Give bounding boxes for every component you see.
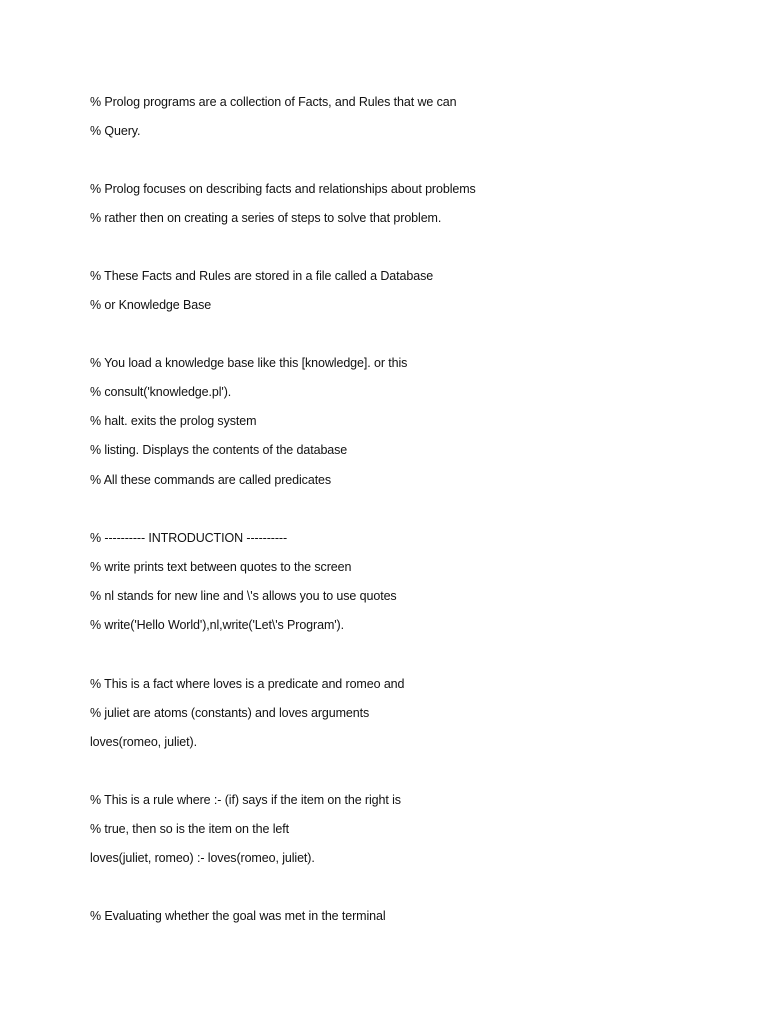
text-line: % or Knowledge Base bbox=[90, 298, 212, 312]
text-line: % This is a rule where :- (if) says if the item on the right is bbox=[90, 793, 401, 807]
text-line: % write prints text between quotes to the screen bbox=[90, 560, 352, 574]
text-line: % write('Hello World'),nl,write('Let\'s Program'). bbox=[90, 618, 344, 632]
code-line: loves(juliet, romeo) :- loves(romeo, juliet). bbox=[90, 851, 315, 865]
text-line: % juliet are atoms (constants) and loves arguments bbox=[90, 706, 370, 720]
text-line: % consult('knowledge.pl'). bbox=[90, 385, 232, 399]
section-heading: % ---------- INTRODUCTION ---------- bbox=[90, 531, 288, 545]
text-line: % halt. exits the prolog system bbox=[90, 414, 257, 428]
text-line: % This is a fact where loves is a predicate and romeo and bbox=[90, 677, 405, 691]
text-line: % Prolog programs are a collection of Facts, and Rules that we can bbox=[90, 95, 457, 109]
text-line: % listing. Displays the contents of the database bbox=[90, 443, 348, 457]
text-line: % true, then so is the item on the left bbox=[90, 822, 289, 836]
text-line: % Evaluating whether the goal was met in the terminal bbox=[90, 909, 386, 923]
text-line: % rather then on creating a series of steps to solve that problem. bbox=[90, 211, 442, 225]
code-line: loves(romeo, juliet). bbox=[90, 735, 197, 749]
text-line: % Prolog focuses on describing facts and relationships about problems bbox=[90, 182, 476, 196]
text-line: % All these commands are called predicates bbox=[90, 473, 332, 487]
text-line: % Query. bbox=[90, 124, 141, 138]
text-line: % nl stands for new line and \'s allows you to use quotes bbox=[90, 589, 397, 603]
text-line: % You load a knowledge base like this [knowledge]. or this bbox=[90, 356, 408, 370]
text-line: % These Facts and Rules are stored in a file called a Database bbox=[90, 269, 434, 283]
